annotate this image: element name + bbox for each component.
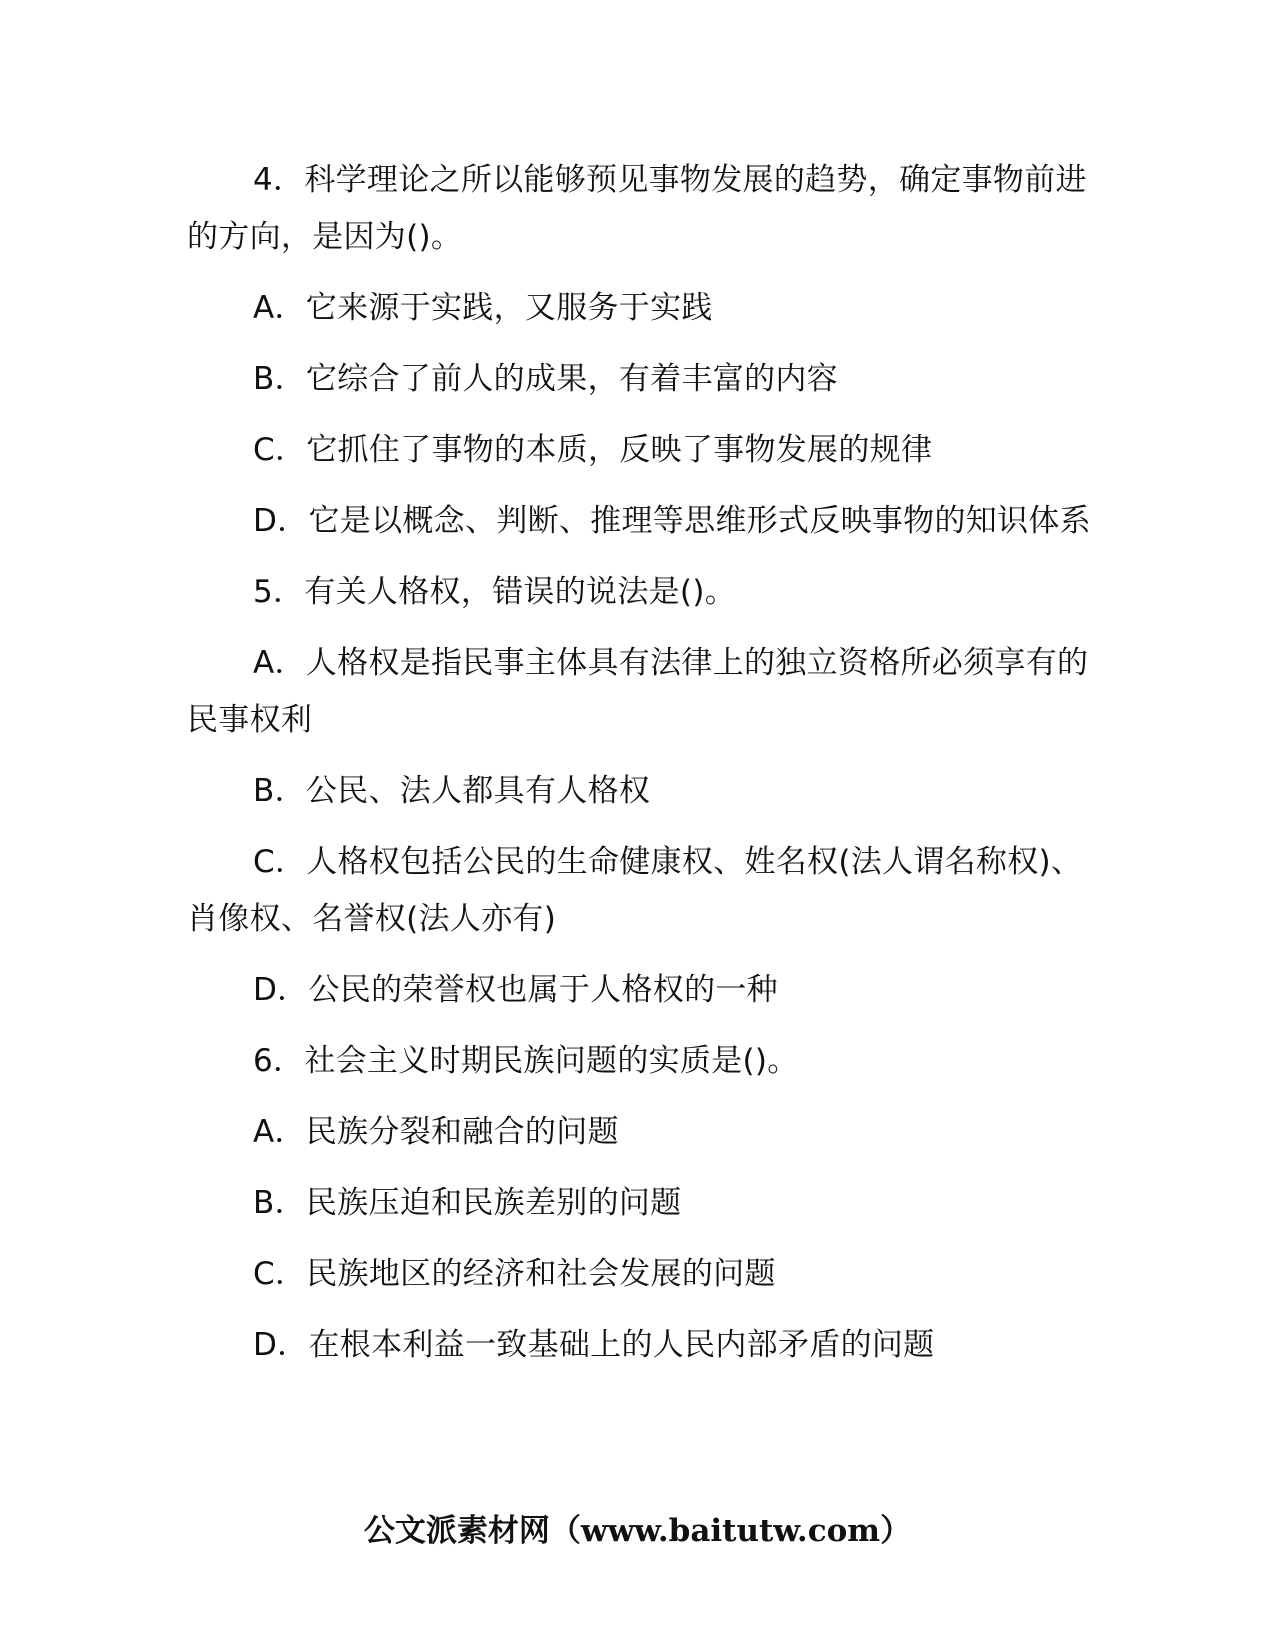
- question-6-option-c: C．民族地区的经济和社会发展的问题: [253, 1256, 776, 1292]
- question-4: 4．科学理论之所以能够预见事物发展的趋势，确定事物前进的方向，是因为()。: [187, 162, 1087, 255]
- question-5: 5．有关人格权，错误的说法是()。: [253, 574, 737, 610]
- question-6-option-d: D．在根本利益一致基础上的人民内部矛盾的问题: [253, 1327, 935, 1363]
- question-5-option-d: D．公民的荣誉权也属于人格权的一种: [253, 972, 778, 1008]
- question-4-option-a: A．它来源于实践，又服务于实践: [253, 290, 713, 326]
- question-5-option-c: C．人格权包括公民的生命健康权、姓名权(法人谓名称权)、肖像权、名誉权(法人亦有): [187, 844, 1083, 937]
- question-6-option-a: A．民族分裂和融合的问题: [253, 1114, 619, 1150]
- question-4-option-d: D．它是以概念、判断、推理等思维形式反映事物的知识体系: [253, 503, 1091, 539]
- document-body: [187, 152, 1092, 1388]
- question-4-option-b: B．它综合了前人的成果，有着丰富的内容: [253, 361, 838, 397]
- question-6-option-b: B．民族压迫和民族差别的问题: [253, 1185, 682, 1221]
- question-5-option-b: B．公民、法人都具有人格权: [253, 773, 651, 809]
- question-6: 6．社会主义时期民族问题的实质是()。: [253, 1043, 799, 1079]
- footer-source: 公文派素材网（www.baitutw.com）: [363, 1513, 912, 1549]
- question-5-option-a: A．人格权是指民事主体具有法律上的独立资格所必须享有的民事权利: [187, 645, 1089, 738]
- question-4-option-c: C．它抓住了事物的本质，反映了事物发展的规律: [253, 432, 933, 468]
